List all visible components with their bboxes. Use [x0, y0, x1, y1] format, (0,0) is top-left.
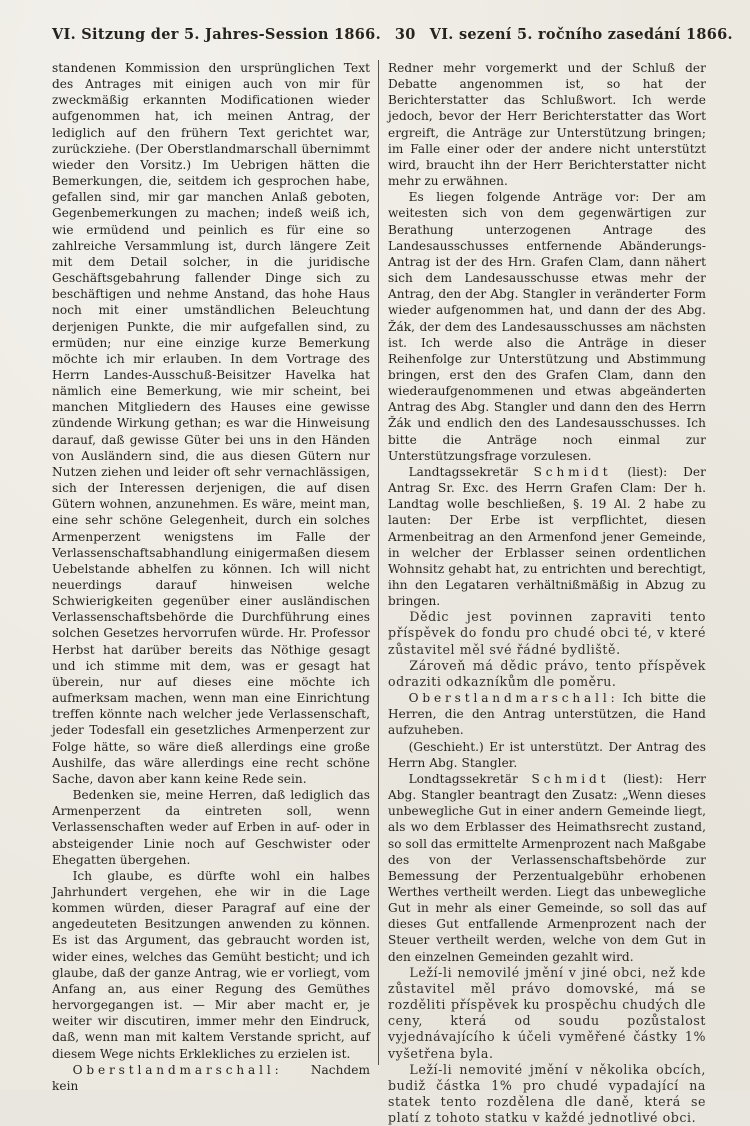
paragraph-text: standenen Kommission den ursprünglichen Text des Antrages mit einigen auch von mir für zweckmäßig erkannten Modificationen wieder aufgenommen hat, ich meinen Antrag, der lediglich auf den frühern Text gerichtet war, zurückziehe. (Der Oberstlandmarschall übernimmt wieder den Vorsitz.) Im Uebrigen hätten die Bemerkungen, die, seitdem ich gesprochen habe, gefallen sind, mir gar manchen Anlaß geboten, Gegenbemerkungen zu machen; indeß weiß ich, wie ermüdend und peinlich es für eine so zahlreiche Versammlung ist, durch längere Zeit mit dem Detail solcher, in die juridische Geschäftsgebahrung fallender Dinge sich zu beschäftigen und nehme Anstand, das hohe Haus noch mit einer umständlichen Beleuchtung derjenigen Punkte, die mir aufgefallen sind, zu ermüden; nur eine einzige kurze Bemerkung möchte ich mir erlauben. In dem Vortrage des Herrn Landes-Ausschuß-Beisitzer Havelka hat nämlich eine Bemerkung, wie mir scheint, bei manchen Mitgliedern des Hauses eine gewisse zündende Wirkung gethan; es war die Hinweisung darauf, daß gewisse Güter bei uns in den Händen von Ausländern sind, die aus diesen Gütern nur Nutzen ziehen und leider oft sehr vernachlässigen, sich der Interessen derjenigen, die auf disen Gütern wohnen, anzunehmen. Es wäre, meint man, eine sehr schöne Gelegenheit, durch ein solches Armenperzent wenigstens im Falle der Verlassenschaftsabhandlung einigermaßen diesem Uebelstande abhelfen zu können. Ich will nicht neuerdings darauf hinweisen welche Schwierigkeiten gegenüber einer ausländischen Verlassenschaftsbehörde die Durchführung eines solchen Gesetzes hervorrufen würde. Hr. Professor Herbst hat darüber bereits das Nöthige gesagt und ich stimme mit dem, was er gesagt hat überein, nur auf dieses eine möchte ich aufmerksam machen, wenn man eine Einrichtung treffen könnte nach welcher jede Verlassenschaft, jeder Todesfall ein gesetzliches Armenperzent zur Folge hätte, so wäre dieß allerdings eine große Aushilfe, das wäre allerdings eine recht schöne Sache, davon aber kann keine Rede sein. [52, 61, 370, 786]
paragraph-text: (Geschieht.) Er ist unterstützt. Der Antrag des Herrn Abg. Stangler. [388, 739, 706, 770]
paragraph-czech-text [388, 1062, 706, 1126]
header-title-czech: VI. sezení 5. ročního zasedání 1866. [429, 26, 733, 43]
page-header [52, 26, 733, 43]
paragraph-continued-speech [52, 60, 370, 787]
paragraph-text: Leží-li nemovilé jmění v jiné obci, než kde zůstavitel měl právo domovské, má se rozděliti příspěvek ku prospěchu chudých dle ceny, která od soudu pozůstalost vyjednávajícího k účeli vyměřené částky 1% vyšetřena byla. [388, 964, 706, 1061]
paragraph-secretary-reading [388, 771, 706, 965]
paragraph-czech-text [388, 658, 706, 690]
paragraph-czech-text [388, 965, 706, 1062]
left-column [52, 60, 370, 1093]
speaker-name: Oberstlandmarschall [72, 1062, 275, 1077]
paragraph-speaker-line [388, 690, 706, 738]
paragraph-text: Ich glaube, es dürfte wohl ein halbes Jahrhundert vergehen, ehe wir in die Lage kommen würden, dieser Paragraf auf eine der angedeuteten Besitzungen anwenden zu können. Es ist das Argument, das gebraucht worden ist, wider eines, welches das Gemüht besticht; und ich glaube, daß der ganze Antrag, wie er vorliegt, vom Anfang an, aus einer Regung des Gemüthes hervorgegangen ist. — Mir aber macht er, je weiter wir discutiren, immer mehr den Eindruck, daß, wenn man mit kaltem Verstande spricht, auf diesem Wege nichts Erklekliches zu erzielen ist. [52, 868, 370, 1061]
paragraph-text: Bedenken sie, meine Herren, daß lediglich das Armenperzent da eintreten soll, wenn Verlassenschaften weder auf Erben in auf- oder in absteigender Linie noch auf Geschwister oder Ehegatten übergehen. [52, 788, 370, 867]
paragraph-secretary-reading [388, 464, 706, 609]
paragraph-speech [52, 787, 370, 868]
paragraph-text: Dědic jest povinnen zapraviti tento příspěvek do fondu pro chudé obci té, v které zůstavitel měl své řádné bydliště. [388, 609, 706, 657]
paragraph-text: Es liegen folgende Anträge vor: Der am weitesten sich von dem gegenwärtigen zur Berathung unterzogenen Antrage des Landesausschusses entfernende Abänderungs-Antrag ist der des Hrn. Grafen Clam, dann nähert sich dem Landesausschusse etwas mehr der Antrag, den der Abg. Stangler in veränderter Form wieder aufgenommen hat, und dann der des Abg. Žák, der dem des Landesausschusses am nächsten ist. Ich werde also die Anträge in dieser Reihenfolge zur Unterstützung und Abstimmung bringen, erst den des Grafen Clam, dann den wiederaufgenommenen und etwas abgeänderten Antrag des Abg. Stangler und dann den des Herrn Žák und endlich den des Landesausschusses. Ich bitte die Anträge noch einmal zur Unterstützungsfrage vorzulesen. [388, 190, 706, 463]
page-number: 30 [394, 26, 416, 43]
paragraph-speaker-line [52, 1062, 370, 1094]
paragraph-text: Redner mehr vorgemerkt und der Schluß der Debatte angenommen ist, so hat der Berichterstatter das Schlußwort. Ich werde jedoch, bevor der Herr Berichterstatter das Wort ergreift, die Anträge zur Unterstützung bringen; im Falle einer oder der andere nicht unterstützt wird, braucht ihn der Herr Berichterstatter nicht mehr zu erwähnen. [388, 61, 706, 189]
paragraph-speech [388, 189, 706, 464]
speaker-role: Landtagssekretär [408, 464, 534, 479]
speaker-role: Londtagssekretär [408, 771, 532, 786]
paragraph-text: (liest): Der Antrag Sr. Exc. des Herrn Grafen Clam: Der h. Landtag wolle beschließen, §. 19 Al. 2 habe zu lauten: Der Erbe ist verpflichtet, diesen Armenbeitrag an den Armenfond jener Gemeinde, in welcher der Erblasser seinen ordentlichen Wohnsitz gehabt hat, zu entrichten und berechtigt, ihn den Legataren verhältnißmäßig in Abzug zu bringen. [388, 464, 706, 609]
paragraph-text: : Ich bitte die Herren, die den Antrag unterstützen, die Hand aufzuheben. [388, 691, 706, 738]
paragraph-speech [52, 868, 370, 1062]
paragraph-czech-text [388, 609, 706, 657]
right-column [388, 60, 706, 1126]
header-title-german: VI. Sitzung der 5. Jahres-Session 1866. [52, 26, 381, 43]
speaker-name: Oberstlandmarschall [408, 691, 611, 706]
speaker-name: Schmidt [533, 464, 612, 479]
paragraph-continued-speech [388, 60, 706, 189]
paragraph-text: (liest): Herr Abg. Stangler beantragt den Zusatz: „Wenn dieses unbewegliche Gut in einer andern Gemeinde liegt, als wo dem Erblasser des Heimathsrecht zustand, so soll das ermittelte Armenprozent nach Maßgabe des von der Verlassenschaftsbehörde zur Bemessung der Perzentualgebühr erhobenen Werthes vertheilt werden. Liegt das unbewegliche Gut in mehr als einer Gemeinde, so soll das auf dieses Gut entfallende Armenprozent nach der Steuer vertheilt werden, welche von dem Gut in den einzelnen Gemeinden gezahlt wird. [388, 771, 706, 964]
column-divider-rule [378, 60, 379, 1065]
paragraph-text: Zároveň má dědic právo, tento příspěvek odraziti odkazníkům dle poměru. [388, 657, 706, 689]
speaker-name: Schmidt [531, 771, 610, 786]
page-body [52, 60, 706, 1126]
paragraph-text: Leží-li nemovité jmění v několika obcích, budiž částka 1% pro chudé vypadající na statek tento rozdělena dle daně, která se platí z tohoto statku v každé jednotlivé obci. [388, 1061, 706, 1126]
paragraph-text: : Nachdem kein [52, 1062, 370, 1093]
paragraph-procedural-note [388, 739, 706, 771]
